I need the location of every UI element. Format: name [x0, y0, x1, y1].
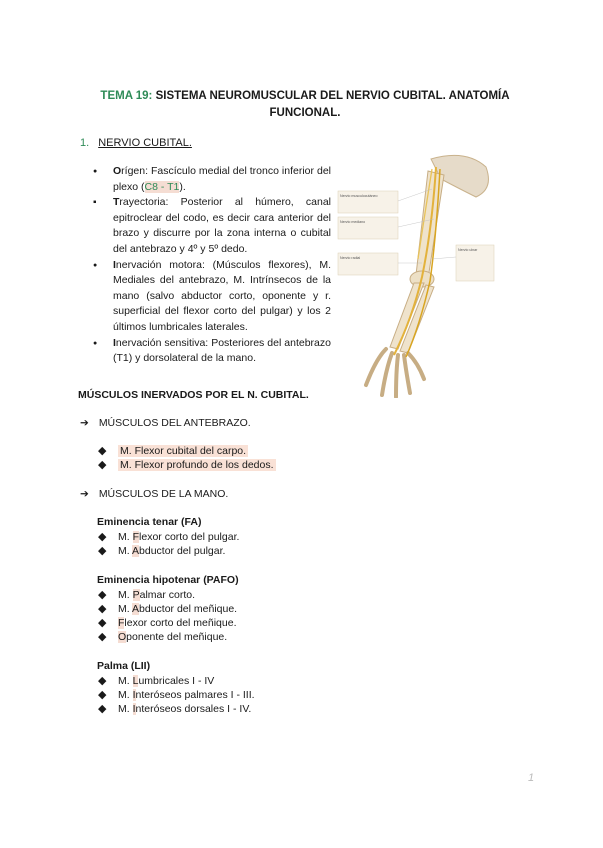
diamond-icon: ◆ — [98, 703, 107, 715]
diamond-icon: ◆ — [98, 631, 107, 643]
title-lead: TEMA 19: — [100, 90, 153, 102]
list-item: ◆ M. Lumbricales I - IV — [98, 675, 215, 687]
arrow-icon: ➔ — [80, 417, 89, 429]
diamond-icon: ◆ — [98, 545, 107, 557]
bullet-inervacion-sensitiva: ● Inervación sensitiva: Posteriores del antebrazo (T1) y dorsolateral de la mano. — [113, 336, 331, 367]
diamond-icon: ◆ — [98, 445, 107, 457]
label-cubital: Nervio ulnar — [458, 248, 478, 252]
list-item: ◆ Flexor corto del meñique. — [98, 617, 237, 629]
diamond-icon: ◆ — [98, 531, 107, 543]
nerve-bullets — [113, 164, 331, 367]
forearm-list — [98, 444, 276, 472]
diamond-icon: ◆ — [98, 459, 107, 471]
label-musculocutaneo: Nervio musculocutáneo — [340, 194, 378, 198]
diamond-icon: ◆ — [98, 603, 107, 615]
arm-illustration — [336, 149, 496, 398]
diamond-icon: ◆ — [98, 689, 107, 701]
root-levels: C8 - T1 — [144, 180, 180, 193]
label-radial: Nervio radial — [340, 256, 361, 260]
hand-heading: ➔ MÚSCULOS DE LA MANO. — [80, 488, 229, 500]
list-item: ◆ M. Interóseos palmares I - III. — [98, 689, 255, 701]
group-title-tenar: Eminencia tenar (FA) — [97, 516, 202, 528]
forearm-heading: ➔ MÚSCULOS DEL ANTEBRAZO. — [80, 417, 251, 429]
page-number: 1 — [528, 772, 535, 784]
arm-drawing — [336, 149, 496, 398]
list-item: ◆ M. Abductor del pulgar. — [98, 545, 226, 557]
diamond-icon: ◆ — [98, 589, 107, 601]
diamond-icon: ◆ — [98, 675, 107, 687]
arrow-icon: ➔ — [80, 488, 89, 500]
diamond-icon: ◆ — [98, 617, 107, 629]
bullet-inervacion-motora: ● Inervación motora: (Músculos flexores), M. Mediales del antebrazo, M. Intrínsecos de la mano (salvo abductor corto, oponente y r. superficial del flexor corto del pulgar) y los 2 últimos lumbricales laterales. — [113, 258, 331, 336]
list-item: ◆ Oponente del meñique. — [98, 631, 228, 643]
list-item: ◆ M. Palmar corto. — [98, 589, 196, 601]
list-item: ◆ M. Abductor del meñique. — [98, 603, 238, 615]
list-item: ◆ M. Interóseos dorsales I - IV. — [98, 703, 252, 715]
tenar-list — [98, 530, 240, 558]
list-item: ◆ M. Flexor cubital del carpo. — [98, 445, 247, 457]
bullet-trayectoria: ▪ Trayectoria: Posterior al húmero, canal epitroclear del codo, es decir cara anterior del brazo y discurre por la zona interna o cubital del antebrazo y 4º y 5º dedo. — [113, 195, 331, 257]
group-title-palma: Palma (LII) — [97, 660, 151, 672]
list-item: ◆ M. Flexor profundo de los dedos. — [98, 459, 274, 471]
title-line2: FUNCIONAL. — [269, 107, 341, 119]
list-item: ◆ M. Flexor corto del pulgar. — [98, 531, 240, 543]
hipotenar-list — [98, 588, 238, 644]
bullet-origen: ● Orígen: Fascículo medial del tronco inferior del plexo (C8 - T1). — [113, 164, 331, 195]
muscles-heading: MÚSCULOS INERVADOS POR EL N. CUBITAL. — [78, 389, 309, 401]
label-mediano: Nervio mediano — [340, 220, 366, 224]
section-number: 1. — [80, 137, 90, 149]
section-label: NERVIO CUBITAL. — [98, 137, 192, 149]
group-title-hipotenar: Eminencia hipotenar (PAFO) — [97, 574, 239, 586]
section-heading — [80, 137, 192, 149]
palma-list — [98, 674, 255, 716]
title-rest: SISTEMA NEUROMUSCULAR DEL NERVIO CUBITAL. ANATOMÍA — [152, 90, 510, 102]
page-title — [60, 88, 550, 122]
